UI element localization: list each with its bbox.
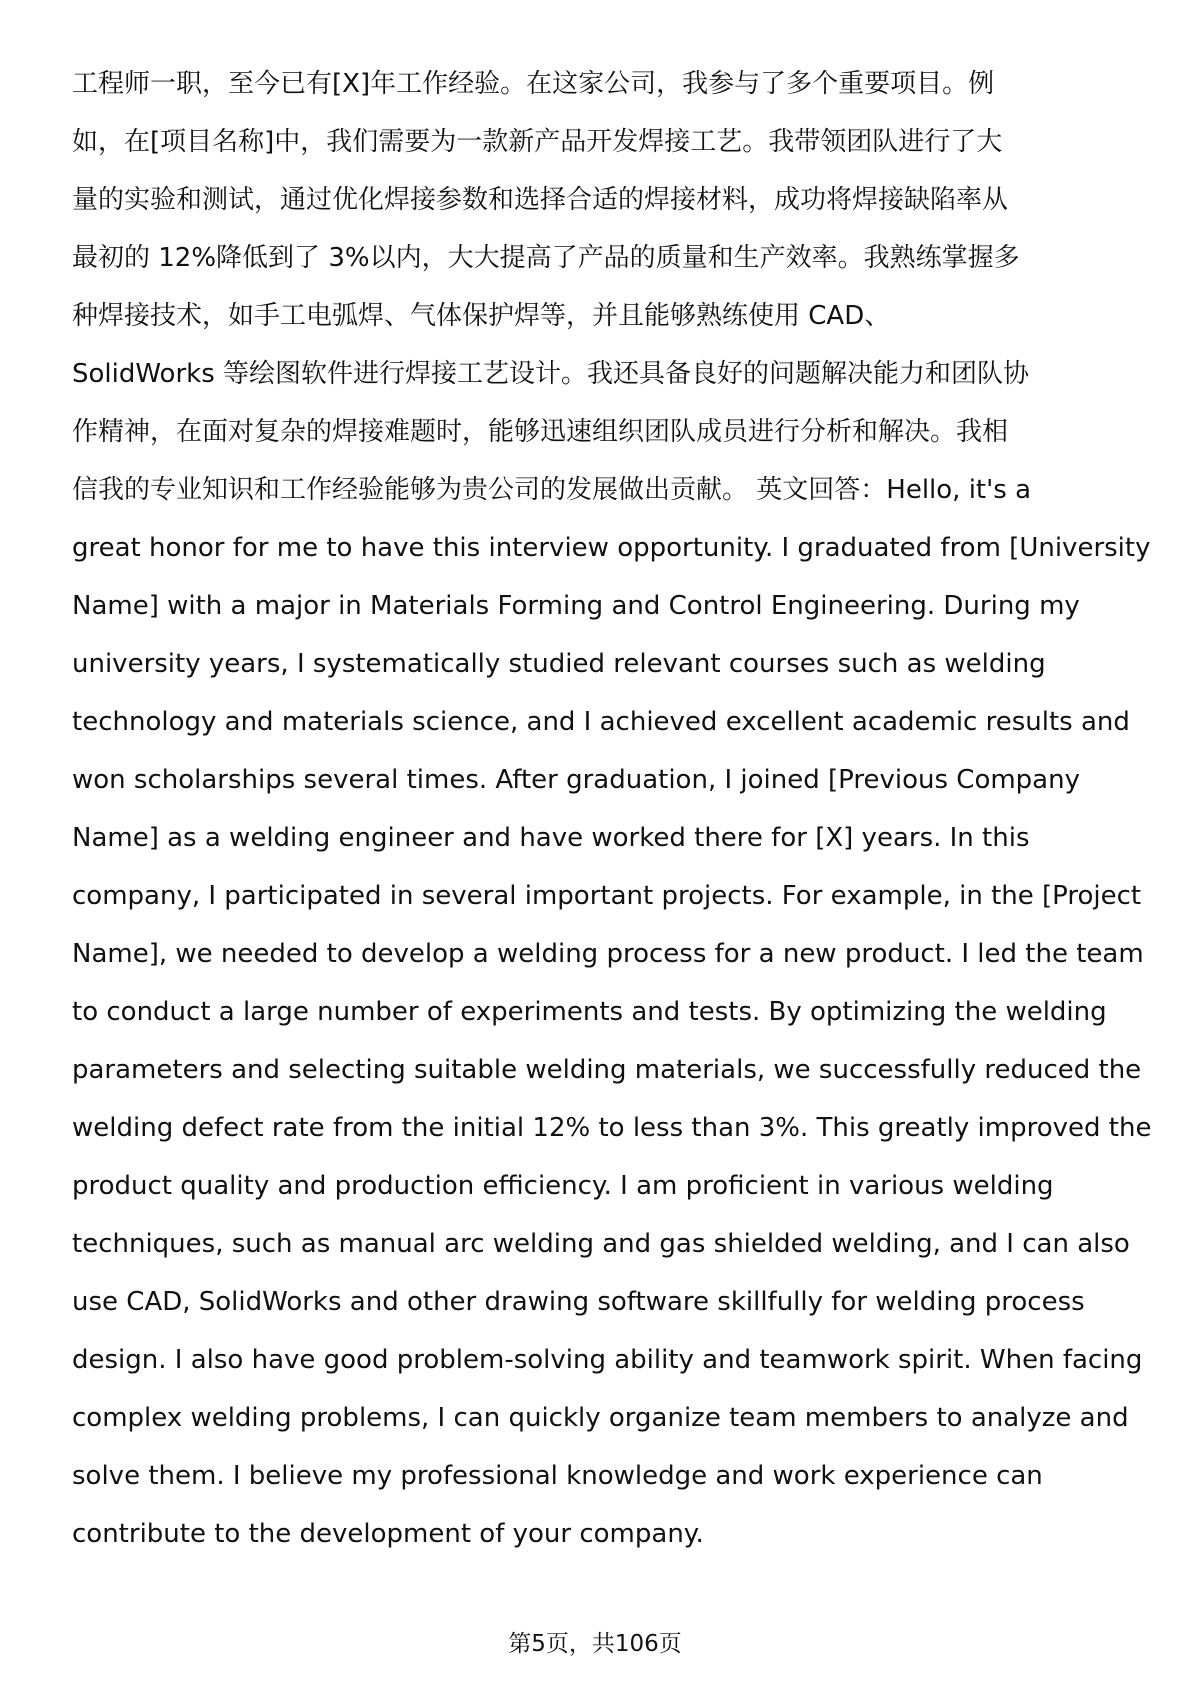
- body-line: solve them. I believe my professional knowledge and work experience can: [72, 1461, 1043, 1491]
- body-line: university years, I systematically studied relevant courses such as welding: [72, 649, 1046, 679]
- body-line: to conduct a large number of experiments and tests. By optimizing the welding: [72, 997, 1107, 1027]
- body-line: contribute to the development of your company.: [72, 1519, 704, 1549]
- body-line: technology and materials science, and I achieved excellent academic results and: [72, 707, 1130, 737]
- body-line: Name] as a welding engineer and have worked there for [X] years. In this: [72, 823, 1030, 853]
- body-line: 作精神，在面对复杂的焊接难题时，能够迅速组织团队成员进行分析和解决。我相: [72, 417, 1009, 447]
- body-line: 信我的专业知识和工作经验能够为贵公司的发展做出贡献。 英文回答：Hello, it's a: [72, 475, 1032, 505]
- body-line: Name] with a major in Materials Forming and Control Engineering. During my: [72, 591, 1080, 621]
- body-line: 量的实验和测试，通过优化焊接参数和选择合适的焊接材料，成功将焊接缺陷率从: [72, 185, 1009, 215]
- body-line: company, I participated in several important projects. For example, in the [Project: [72, 881, 1142, 911]
- body-line: SolidWorks 等绘图软件进行焊接工艺设计。我还具备良好的问题解决能力和团队协: [72, 359, 1030, 389]
- body-line: 种焊接技术，如手工电弧焊、气体保护焊等，并且能够熟练使用 CAD、: [72, 301, 891, 331]
- body-line: techniques, such as manual arc welding and gas shielded welding, and I can also: [72, 1229, 1130, 1259]
- body-line: product quality and production efficiency. I am proficient in various welding: [72, 1171, 1054, 1201]
- body-line: use CAD, SolidWorks and other drawing software skillfully for welding process: [72, 1287, 1085, 1317]
- body-line: won scholarships several times. After graduation, I joined [Previous Company: [72, 765, 1080, 795]
- document-body: [72, 55, 1152, 1563]
- body-line: complex welding problems, I can quickly organize team members to analyze and: [72, 1403, 1129, 1433]
- body-line: Name], we needed to develop a welding process for a new product. I led the team: [72, 939, 1144, 969]
- body-line: parameters and selecting suitable welding materials, we successfully reduced the: [72, 1055, 1142, 1085]
- page-number: 第5页，共106页: [508, 1631, 682, 1657]
- body-line: welding defect rate from the initial 12% to less than 3%. This greatly improved the: [72, 1113, 1152, 1143]
- body-line: great honor for me to have this interview opportunity. I graduated from [University: [72, 533, 1151, 563]
- body-line: design. I also have good problem-solving ability and teamwork spirit. When facing: [72, 1345, 1143, 1375]
- body-line: 如，在[项目名称]中，我们需要为一款新产品开发焊接工艺。我带领团队进行了大: [72, 127, 1003, 157]
- body-line: 工程师一职，至今已有[X]年工作经验。在这家公司，我参与了多个重要项目。例: [72, 69, 995, 99]
- body-line: 最初的 12%降低到了 3%以内，大大提高了产品的质量和生产效率。我熟练掌握多: [72, 243, 1020, 273]
